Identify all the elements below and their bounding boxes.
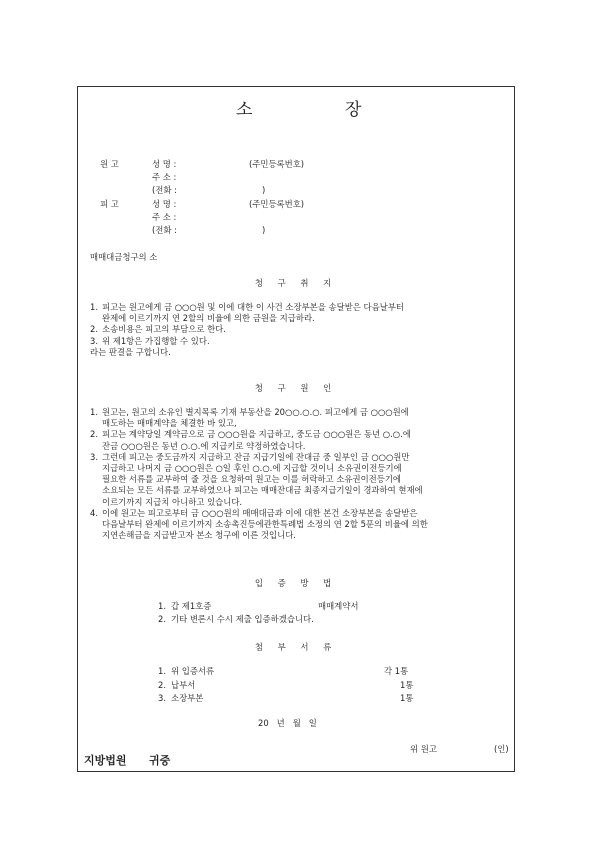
item-line: 소송비용은 피고의 부담으로 한다. [102, 324, 226, 335]
list-item [90, 508, 510, 542]
item-number: 2. [90, 429, 98, 440]
defendant-name-label: 성 명 : [152, 199, 177, 209]
evidence-heading: 입 증 방 법 [254, 578, 338, 588]
attachment-item-number: 3. [158, 693, 166, 703]
item-line: 지연손해금을 지급받고자 본소 청구에 이른 것입니다. [102, 530, 296, 541]
attachment-item-count: 1통 [400, 680, 414, 690]
claim-purpose-closing: 라는 판결을 구합니다. [90, 346, 171, 357]
case-name: 매매대금청구의 소 [90, 252, 158, 262]
plaintiff-role: 원 고 [100, 159, 119, 169]
title-char-1: 소 [236, 100, 253, 120]
list-item [90, 336, 510, 347]
court-suffix: 귀중 [149, 754, 171, 767]
item-line: 그런데 피고는 중도금까지 지급하고 잔금 지급기일에 잔대금 중 일부인 금 ○○○원만 [102, 451, 410, 462]
item-number: 3. [90, 451, 98, 462]
item-line: 매도하는 매매계약을 체결한 바 있고, [102, 418, 237, 429]
item-number: 2. [90, 324, 98, 335]
claim-reason-list [90, 407, 510, 541]
plaintiff-name-label: 성 명 : [152, 159, 177, 169]
plaintiff-phone-close: ) [262, 185, 266, 195]
claim-purpose-heading: 청 구 취 지 [254, 278, 338, 288]
item-line: 원고는, 원고의 소유인 별지목록 기재 부동산을 20○○.○.○. 피고에게 금 ○○○원에 [102, 407, 409, 417]
claim-reason-heading: 청 구 원 인 [254, 383, 338, 393]
evidence-item-desc: 매매계약서 [318, 601, 359, 611]
item-line: 피고는 원고에게 금 ○○○원 및 이에 대한 이 사건 소장부본을 송달받은 다음날부터 [102, 302, 405, 312]
plaintiff-phone-open: (전화 : [152, 185, 177, 195]
attachment-item-text: 납부서 [171, 680, 196, 690]
item-number: 4. [90, 507, 98, 518]
signer-seal: (인) [494, 744, 509, 754]
item-line: 이르기까지 지급치 아니하고 있습니다. [102, 496, 243, 507]
defendant-role: 피 고 [100, 199, 119, 209]
item-line: 지급하고 나머지 금 ○○○원은 ○일 후인 ○.○.에 지급할 것이니 소유권이전등기에 [102, 463, 402, 474]
item-line: 완제에 이르기까지 연 2할의 비율에 의한 금원을 지급하라. [102, 313, 315, 324]
item-line: 피고는 계약당일 계약금으로 금 ○○○원을 지급하고, 중도금 ○○○원은 동년 ○.○.에 [102, 429, 411, 440]
evidence-item-number: 2. [158, 614, 166, 624]
list-item [90, 452, 510, 508]
plaintiff-address-label: 주 소 : [152, 172, 177, 182]
attachment-item-text: 소장부본 [171, 693, 204, 703]
defendant-phone-open: (전화 : [152, 225, 177, 235]
attachment-item-count: 각 1통 [384, 666, 409, 676]
attachments-heading: 첨 부 서 류 [254, 642, 338, 652]
defendant-phone-close: ) [262, 225, 266, 235]
plaintiff-id-label: (주민등록번호) [249, 159, 305, 169]
evidence-item-number: 1. [158, 601, 166, 611]
date-line: 20 년 월 일 [258, 718, 317, 728]
evidence-item-text: 기타 변론시 수시 제출 입증하겠습니다. [171, 614, 314, 624]
item-line: 필요한 서류를 교부하여 줄 것을 요청하여 원고는 이를 허락하고 소유권이전등기에 [102, 474, 402, 485]
list-item [90, 407, 510, 429]
signer-label: 위 원고 [410, 744, 437, 754]
attachment-item-text: 위 입증서류 [171, 666, 215, 676]
attachment-item-number: 2. [158, 680, 166, 690]
attachment-item-count: 1통 [400, 693, 414, 703]
list-item [90, 324, 510, 335]
item-line: 이에 원고는 피고로부터 금 ○○○원의 매매대금과 이에 대한 본건 소장부본을 송달받은 [102, 507, 418, 518]
court-name: 지방법원 [84, 754, 127, 767]
item-line: 잔금 ○○○원은 동년 ○.○.에 지급키로 약정하였습니다. [102, 440, 306, 451]
item-number: 1. [90, 302, 98, 312]
list-item [90, 429, 510, 451]
item-line: 위 제1항은 가집행할 수 있다. [102, 335, 210, 346]
title-char-2: 장 [345, 100, 362, 120]
item-line: 소요되는 모든 서류를 교부하였으나 피고는 매매잔대금 최종지급기일이 경과하여 현재에 [102, 485, 423, 496]
item-line: 다음날부터 완제에 이르기까지 소송촉진등에관한특례법 소정의 연 2할 5푼의 비율에 의한 [102, 519, 428, 530]
item-number: 3. [90, 335, 98, 346]
defendant-id-label: (주민등록번호) [249, 199, 305, 209]
defendant-address-label: 주 소 : [152, 212, 177, 222]
list-item [90, 302, 510, 324]
attachment-item-number: 1. [158, 666, 166, 676]
item-number: 1. [90, 407, 98, 417]
claim-purpose-list [90, 302, 510, 358]
evidence-item-text: 갑 제1호증 [171, 601, 212, 611]
